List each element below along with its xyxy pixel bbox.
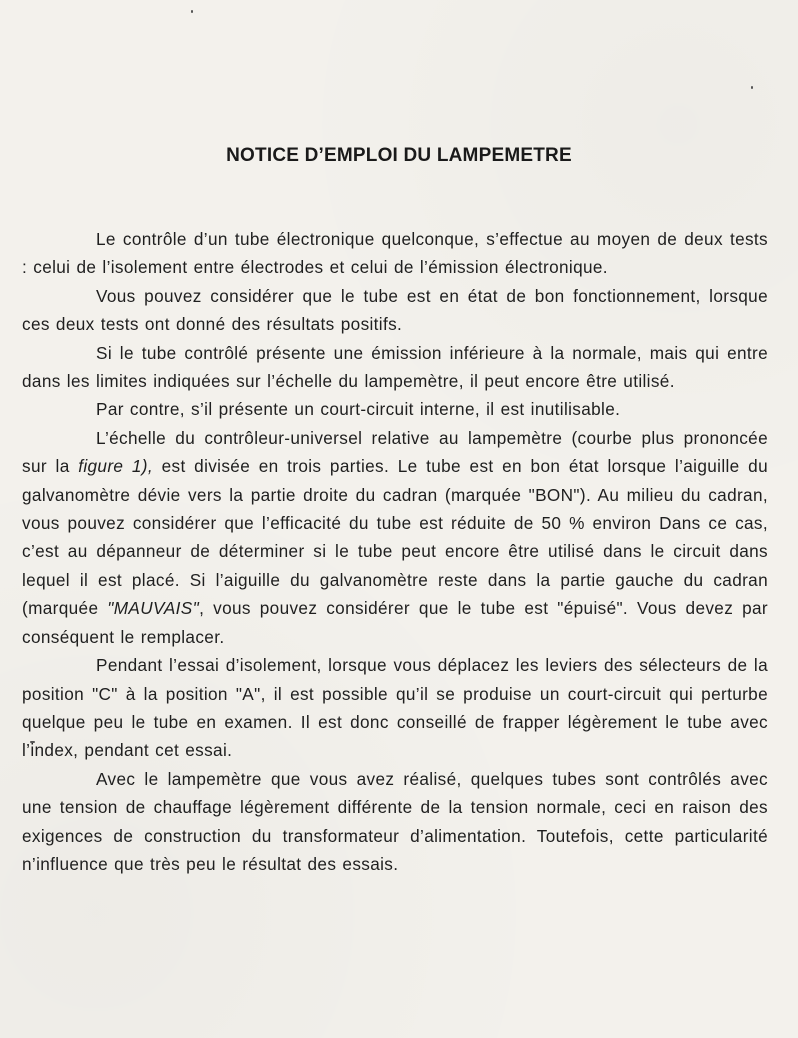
- paragraph: Si le tube contrôlé présente une émission inférieure à la normale, mais qui entre dans les limites indiquées sur l’échelle du lampemètre, il peut encore être utilisé.: [22, 342, 768, 392]
- paragraph: Avec le lampemètre que vous avez réalisé, quelques tubes sont contrôlés avec une tension de chauffage légèrement différente de la tension normale, ceci en raison des exigences de construction du transformateur d’alimentation. Toutefois, cette particularité n’influence que très peu le résultat des essais.: [22, 768, 768, 874]
- text-run: , vous pouvez considérer que le tube est "épuisé". Vous devez par conséquent le remplacer.: [22, 598, 768, 647]
- scan-speck: [751, 86, 753, 89]
- paragraph: Le contrôle d’un tube électronique quelconque, s’effectue au moyen de deux tests : celui de l’isolement entre électrodes et celui de l’émission électronique.: [22, 229, 768, 278]
- figure-reference: figure 1),: [78, 456, 153, 477]
- paragraph: Vous pouvez considérer que le tube est en état de bon fonctionnement, lorsque ces deux tests ont donné des résultats positifs.: [22, 285, 768, 335]
- text-run: L’échelle du contrôleur-universel relative au lampemètre (courbe plus prononcée sur la: [22, 427, 768, 477]
- scan-speck: [191, 10, 193, 13]
- body-text: [22, 225, 768, 878]
- paragraph: [22, 424, 768, 651]
- page-title: NOTICE D’EMPLOI DU LAMPEMETRE: [226, 145, 572, 166]
- mauvais-label: "MAUVAIS": [107, 598, 200, 619]
- text-run: est divisée en trois parties. Le tube est en bon état lorsque l’aiguille du galvanomètre dévie vers la partie droite du cadran (marquée "BON"). Au milieu du cadran, vous pouvez considérer que l’efficacité du tube est réduite de 50 % environ Dans ce cas, c’est au dépanneur de déterminer si le tube peut encore être utilisé dans le circuit dans lequel il est placé. Si l’aiguille du galvanomètre reste dans la partie gauche du cadran (marquée: [22, 456, 768, 619]
- paragraph: Pendant l’essai d’isolement, lorsque vous déplacez les leviers des sélecteurs de la position "C" à la position "A", il est possible qu’il se produise un court-circuit qui perturbe quelque peu le tube en examen. Il est donc conseillé de frapper légèrement le tube avec l’index, pendant cet essai.: [22, 655, 768, 761]
- paragraph: Par contre, s’il présente un court-circuit interne, il est inutilisable.: [96, 399, 621, 420]
